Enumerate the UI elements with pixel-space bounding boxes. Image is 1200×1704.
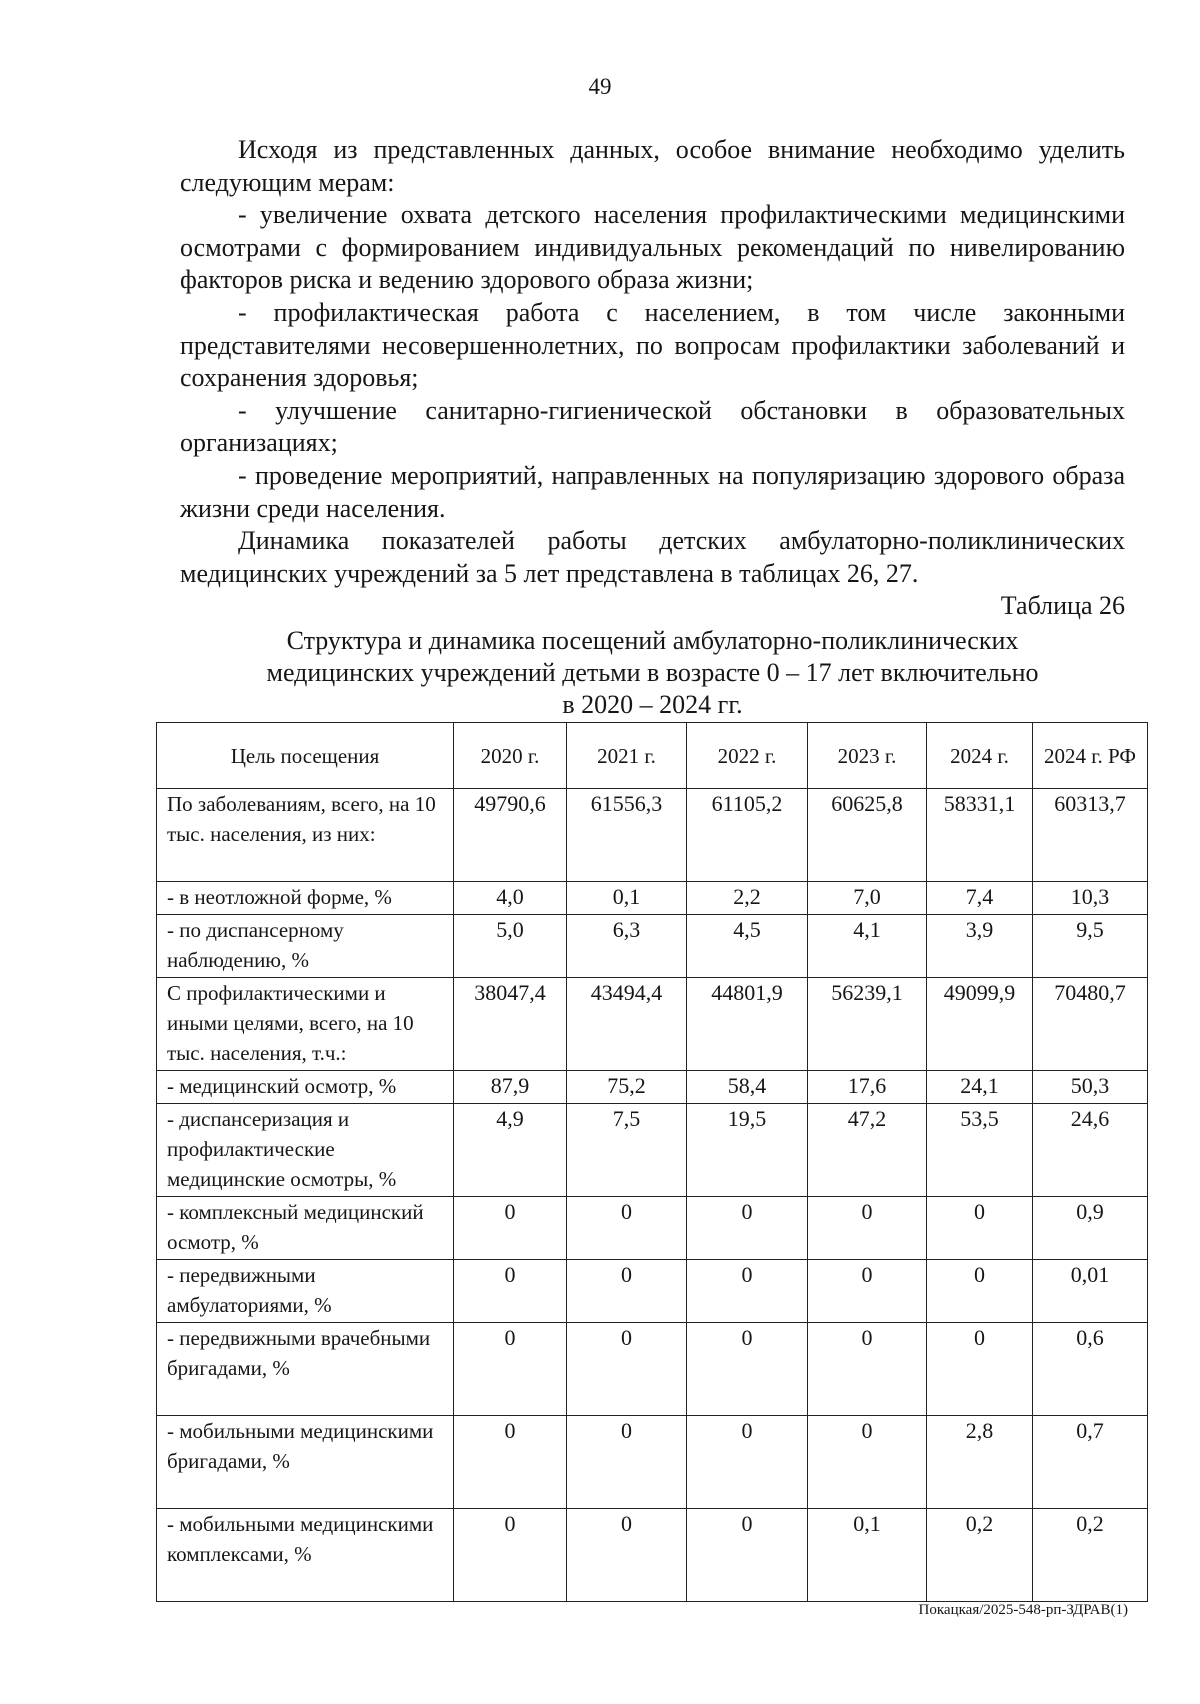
value-cell: 60625,8 bbox=[808, 789, 927, 882]
value-cell: 0 bbox=[454, 1323, 567, 1416]
value-cell: 38047,4 bbox=[454, 978, 567, 1071]
value-cell: 49790,6 bbox=[454, 789, 567, 882]
table-row bbox=[157, 1509, 1148, 1602]
value-cell: 75,2 bbox=[567, 1071, 687, 1104]
value-cell: 4,5 bbox=[687, 915, 808, 978]
value-cell: 10,3 bbox=[1033, 882, 1148, 915]
value-cell: 0 bbox=[687, 1260, 808, 1323]
table-row bbox=[157, 1071, 1148, 1104]
row-label-cell: - комплексный медицинский осмотр, % bbox=[157, 1197, 454, 1260]
table-row bbox=[157, 1197, 1148, 1260]
value-cell: 43494,4 bbox=[567, 978, 687, 1071]
value-cell: 0 bbox=[454, 1260, 567, 1323]
table-row bbox=[157, 882, 1148, 915]
value-cell: 44801,9 bbox=[687, 978, 808, 1071]
value-cell: 0 bbox=[454, 1509, 567, 1602]
value-cell: 0 bbox=[927, 1197, 1033, 1260]
header-cell: 2023 г. bbox=[808, 723, 927, 789]
value-cell: 53,5 bbox=[927, 1104, 1033, 1197]
value-cell: 4,1 bbox=[808, 915, 927, 978]
value-cell: 0 bbox=[927, 1323, 1033, 1416]
row-label-cell: С профилактическими и иными целями, всего, на 10 тыс. населения, т.ч.: bbox=[157, 978, 454, 1071]
header-cell: 2022 г. bbox=[687, 723, 808, 789]
value-cell: 0 bbox=[808, 1197, 927, 1260]
value-cell: 0 bbox=[567, 1197, 687, 1260]
value-cell: 0 bbox=[567, 1416, 687, 1509]
value-cell: 56239,1 bbox=[808, 978, 927, 1071]
value-cell: 0 bbox=[927, 1260, 1033, 1323]
value-cell: 0,2 bbox=[927, 1509, 1033, 1602]
row-label-cell: По заболеваниям, всего, на 10 тыс. населения, из них: bbox=[157, 789, 454, 882]
visits-table bbox=[156, 722, 1148, 1602]
document-footer: Покацкая/2025-548-рп-ЗДРАВ(1) bbox=[918, 1602, 1128, 1618]
paragraph-measure-1: - увеличение охвата детского населения профилактическими медицинскими осмотрами с формированием индивидуальных рекомендаций по нивелированию факторов риска и ведению здорового образа жизни; bbox=[180, 200, 1125, 295]
table-row bbox=[157, 789, 1148, 882]
value-cell: 0 bbox=[808, 1260, 927, 1323]
table-title-line-2: медицинских учреждений детьми в возрасте 0 – 17 лет включительно bbox=[266, 657, 1039, 687]
value-cell: 4,0 bbox=[454, 882, 567, 915]
header-cell: 2020 г. bbox=[454, 723, 567, 789]
row-label-cell: - по диспансерному наблюдению, % bbox=[157, 915, 454, 978]
value-cell: 24,1 bbox=[927, 1071, 1033, 1104]
header-cell: 2021 г. bbox=[567, 723, 687, 789]
value-cell: 0 bbox=[454, 1416, 567, 1509]
value-cell: 0,2 bbox=[1033, 1509, 1148, 1602]
value-cell: 0,01 bbox=[1033, 1260, 1148, 1323]
row-label-cell: - медицинский осмотр, % bbox=[157, 1071, 454, 1104]
paragraph-measure-2: - профилактическая работа с населением, в том числе законными представителями несовершеннолетних, по вопросам профилактики заболеваний и сохранения здоровья; bbox=[180, 297, 1125, 393]
value-cell: 7,5 bbox=[567, 1104, 687, 1197]
value-cell: 0,7 bbox=[1033, 1416, 1148, 1509]
value-cell: 0,6 bbox=[1033, 1323, 1148, 1416]
value-cell: 2,2 bbox=[687, 882, 808, 915]
value-cell: 3,9 bbox=[927, 915, 1033, 978]
header-cell: Цель посещения bbox=[157, 723, 454, 789]
value-cell: 58331,1 bbox=[927, 789, 1033, 882]
value-cell: 7,0 bbox=[808, 882, 927, 915]
value-cell: 61556,3 bbox=[567, 789, 687, 882]
value-cell: 4,9 bbox=[454, 1104, 567, 1197]
header-cell: 2024 г. РФ bbox=[1033, 723, 1148, 789]
paragraph-intro: Исходя из представленных данных, особое внимание необходимо уделить следующим мерам: bbox=[180, 135, 1125, 197]
value-cell: 0,1 bbox=[567, 882, 687, 915]
table-body bbox=[157, 789, 1148, 1602]
value-cell: 5,0 bbox=[454, 915, 567, 978]
row-label-cell: - диспансеризация и профилактические медицинские осмотры, % bbox=[157, 1104, 454, 1197]
table-row bbox=[157, 915, 1148, 978]
table-row bbox=[157, 978, 1148, 1071]
table-title-line-3: в 2020 – 2024 гг. bbox=[562, 689, 743, 719]
value-cell: 0 bbox=[567, 1509, 687, 1602]
table-title-line-1: Структура и динамика посещений амбулаторно-поликлинических bbox=[286, 625, 1019, 655]
value-cell: 47,2 bbox=[808, 1104, 927, 1197]
body-text bbox=[180, 134, 1125, 721]
value-cell: 0 bbox=[567, 1260, 687, 1323]
row-label-cell: - передвижными амбулаториями, % bbox=[157, 1260, 454, 1323]
paragraph-measure-4: - проведение мероприятий, направленных на популяризацию здорового образа жизни среди населения. bbox=[180, 460, 1125, 523]
value-cell: 0 bbox=[687, 1509, 808, 1602]
value-cell: 0,9 bbox=[1033, 1197, 1148, 1260]
value-cell: 24,6 bbox=[1033, 1104, 1148, 1197]
page-number: 49 bbox=[588, 74, 612, 99]
value-cell: 0 bbox=[687, 1416, 808, 1509]
row-label-cell: - мобильными медицинскими бригадами, % bbox=[157, 1416, 454, 1509]
table-row bbox=[157, 1260, 1148, 1323]
table-label: Таблица 26 bbox=[1000, 591, 1125, 621]
value-cell: 0 bbox=[567, 1323, 687, 1416]
value-cell: 0 bbox=[454, 1197, 567, 1260]
paragraph-dynamics: Динамика показателей работы детских амбулаторно-поликлинических медицинских учреждений за 5 лет представлена в таблицах 26, 27. bbox=[180, 526, 1125, 588]
header-cell: 2024 г. bbox=[927, 723, 1033, 789]
value-cell: 0 bbox=[808, 1416, 927, 1509]
value-cell: 87,9 bbox=[454, 1071, 567, 1104]
value-cell: 0 bbox=[687, 1323, 808, 1416]
table-row bbox=[157, 1104, 1148, 1197]
value-cell: 17,6 bbox=[808, 1071, 927, 1104]
paragraph-measure-3: - улучшение санитарно-гигиенической обстановки в образовательных организациях; bbox=[180, 395, 1125, 458]
table-title bbox=[180, 625, 1125, 721]
value-cell: 58,4 bbox=[687, 1071, 808, 1104]
value-cell: 2,8 bbox=[927, 1416, 1033, 1509]
value-cell: 60313,7 bbox=[1033, 789, 1148, 882]
value-cell: 49099,9 bbox=[927, 978, 1033, 1071]
row-label-cell: - мобильными медицинскими комплексами, % bbox=[157, 1509, 454, 1602]
value-cell: 19,5 bbox=[687, 1104, 808, 1197]
value-cell: 7,4 bbox=[927, 882, 1033, 915]
row-label-cell: - передвижными врачебными бригадами, % bbox=[157, 1323, 454, 1416]
table-row bbox=[157, 1416, 1148, 1509]
value-cell: 70480,7 bbox=[1033, 978, 1148, 1071]
table-header-row bbox=[157, 723, 1148, 789]
value-cell: 0 bbox=[808, 1323, 927, 1416]
value-cell: 0,1 bbox=[808, 1509, 927, 1602]
table-row bbox=[157, 1323, 1148, 1416]
row-label-cell: - в неотложной форме, % bbox=[157, 882, 454, 915]
value-cell: 0 bbox=[687, 1197, 808, 1260]
value-cell: 61105,2 bbox=[687, 789, 808, 882]
value-cell: 9,5 bbox=[1033, 915, 1148, 978]
value-cell: 50,3 bbox=[1033, 1071, 1148, 1104]
value-cell: 6,3 bbox=[567, 915, 687, 978]
